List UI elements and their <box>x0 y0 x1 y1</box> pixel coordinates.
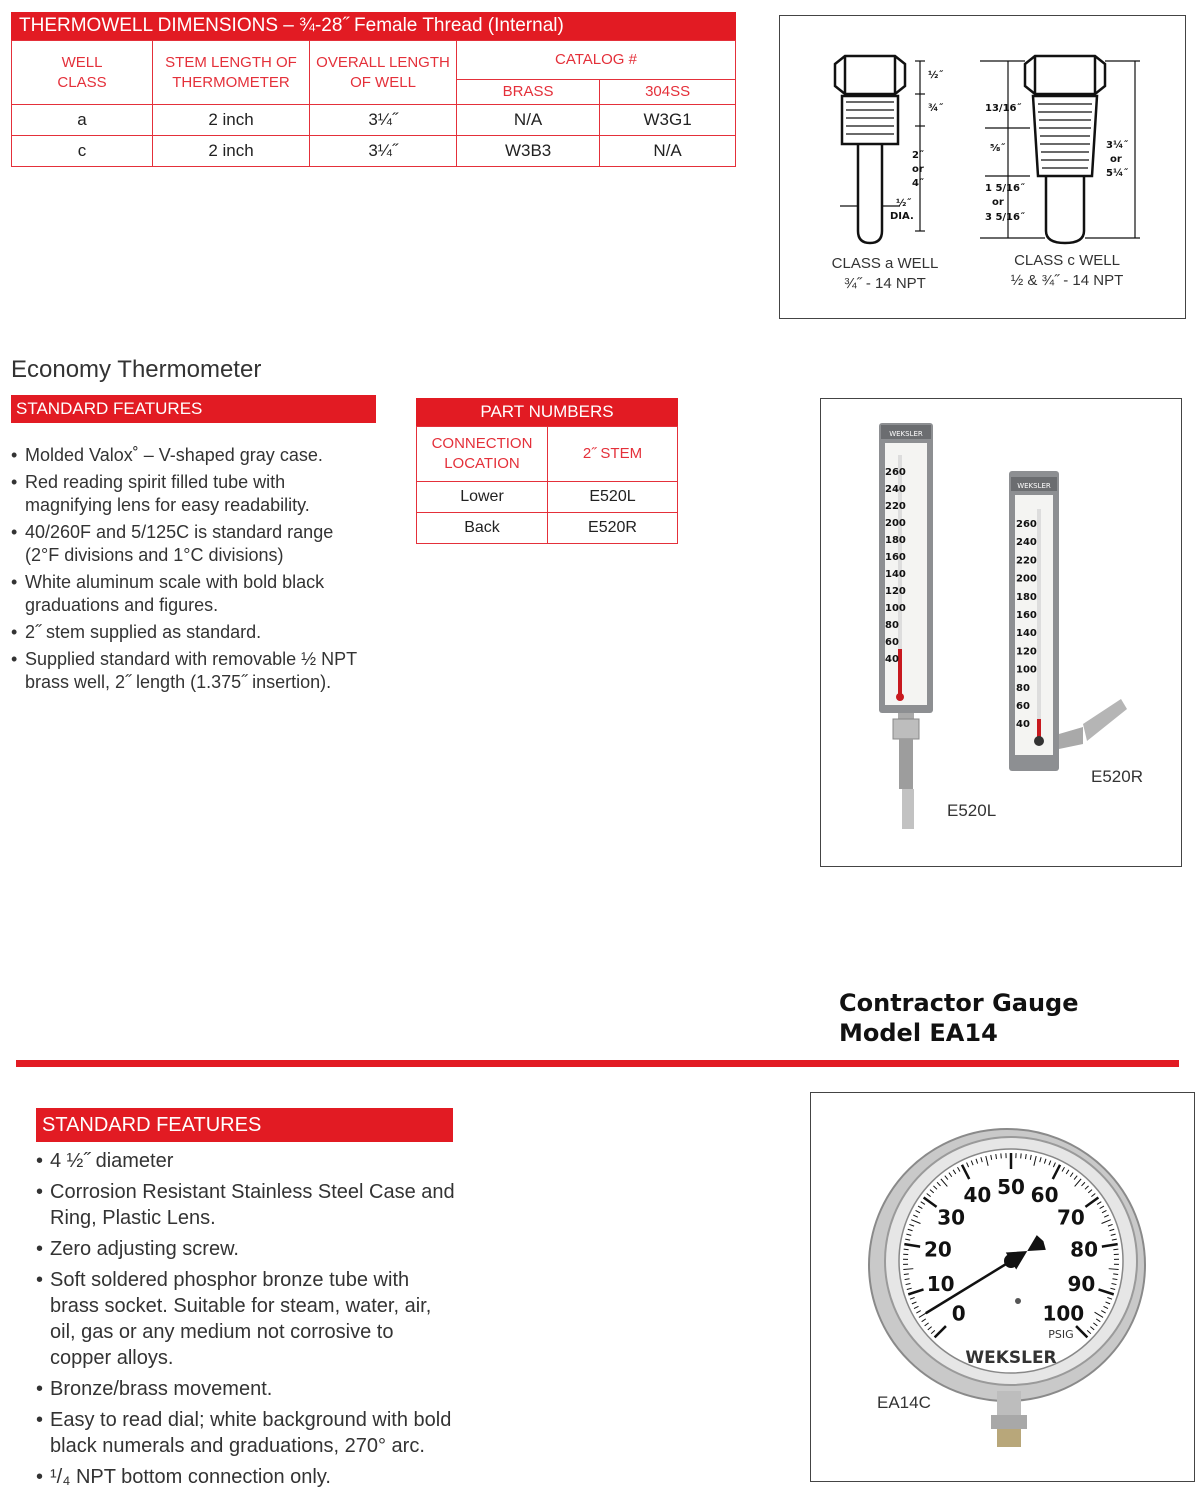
table-cell: Back <box>417 513 548 544</box>
scale-number: 120 <box>885 586 906 597</box>
table-cell: 3¼˝ <box>310 136 457 167</box>
list-item: • Corrosion Resistant Stainless Steel Case and Ring, Plastic Lens. <box>36 1179 456 1231</box>
scale-number: 160 <box>885 552 906 563</box>
gauge-photo <box>810 1092 1195 1482</box>
class-c-caption: CLASS c WELL ½ & ¾˝ - 14 NPT <box>992 251 1142 291</box>
scale-number: 180 <box>1016 592 1037 603</box>
header-well-class: WELL CLASS <box>12 41 153 105</box>
dim-c-text: or <box>1110 154 1122 165</box>
part-numbers-table <box>416 426 678 544</box>
list-item: • Zero adjusting screw. <box>36 1236 456 1262</box>
header-stem-length: STEM LENGTH OF THERMOMETER <box>153 41 310 105</box>
scale-number: 100 <box>1016 665 1037 676</box>
list-item: • Supplied standard with removable ½ NPT brass well, 2˝ length (1.375˝ insertion). <box>11 648 371 694</box>
table-row <box>12 136 736 167</box>
scale-number: 60 <box>1016 701 1030 712</box>
list-item: • Molded Valox˚ – V-shaped gray case. <box>11 444 371 467</box>
dial-number: 90 <box>1067 1272 1095 1296</box>
scale-number: 80 <box>885 620 899 631</box>
brand-text: WEKSLER <box>1017 482 1051 490</box>
table-cell: c <box>12 136 153 167</box>
economy-features-header: STANDARD FEATURES <box>11 395 376 423</box>
class-a-caption: CLASS a WELL ¾˝ - 14 NPT <box>820 254 950 294</box>
gauge-brand: WEKSLER <box>965 1348 1056 1368</box>
dial-tick <box>1113 1274 1118 1275</box>
scale-number: 100 <box>885 603 906 614</box>
thermometer-illustration <box>821 399 1181 866</box>
table-cell: W3B3 <box>457 136 600 167</box>
dial-number: 50 <box>997 1175 1025 1199</box>
list-item: • White aluminum scale with bold black graduations and figures. <box>11 571 371 617</box>
scale-number: 120 <box>1016 646 1037 657</box>
scale-number: 240 <box>1016 537 1037 548</box>
dim-c-text: 3 5/16˝ <box>985 211 1025 223</box>
scale-number: 200 <box>1016 574 1037 585</box>
scale-number: 200 <box>885 518 906 529</box>
scale-number: 260 <box>1016 519 1037 530</box>
dim-a-text: ½˝ <box>896 197 911 209</box>
dial-number: 0 <box>952 1301 966 1325</box>
table-cell: 2 inch <box>153 105 310 136</box>
gauge-features-header: STANDARD FEATURES <box>36 1108 453 1142</box>
dial-number: 100 <box>1042 1301 1084 1325</box>
scale-number: 40 <box>1016 719 1030 730</box>
dim-c-text: 5¼˝ <box>1106 167 1128 179</box>
header-stem: 2˝ STEM <box>548 427 678 482</box>
e520l-label: E520L <box>947 801 996 821</box>
list-item: • 2˝ stem supplied as standard. <box>11 621 371 644</box>
dial-tick <box>1113 1249 1118 1250</box>
scale-number: 180 <box>885 535 906 546</box>
gauge-illustration <box>811 1093 1194 1481</box>
list-item: • Soft soldered phosphor bronze tube with brass socket. Suitable for steam, water, air, oil, gas or any medium not corrosive to copper alloys. <box>36 1267 456 1371</box>
dim-c-text: ⅝˝ <box>990 142 1005 154</box>
part-numbers-title: PART NUMBERS <box>416 398 678 426</box>
header-304ss: 304SS <box>600 80 736 105</box>
header-connection-location: CONNECTION LOCATION <box>417 427 548 482</box>
dim-a-text: ½˝ <box>928 69 943 81</box>
table-cell: N/A <box>457 105 600 136</box>
economy-features-list <box>11 444 371 698</box>
table-row <box>417 513 678 544</box>
ea14c-label: EA14C <box>877 1393 931 1413</box>
scale-number: 220 <box>885 501 906 512</box>
dim-c-text: 1 5/16˝ <box>985 182 1025 194</box>
table-cell: a <box>12 105 153 136</box>
header-catalog: CATALOG # <box>457 41 736 80</box>
dial-number: 40 <box>963 1183 991 1207</box>
scale-number: 160 <box>1016 610 1037 621</box>
scale-number: 140 <box>885 569 906 580</box>
economy-title: Economy Thermometer <box>11 356 261 384</box>
dim-a-text: DIA. <box>890 211 914 222</box>
dial-number: 10 <box>927 1272 955 1296</box>
gauge-features-list <box>36 1148 456 1495</box>
scale-number: 80 <box>1016 683 1030 694</box>
thermowell-title: THERMOWELL DIMENSIONS – ¾-28˝ Female Thread (Internal) <box>11 12 736 40</box>
dial-number: 30 <box>937 1206 965 1230</box>
dim-a-text: 2˝ <box>912 149 924 161</box>
dial-number: 80 <box>1070 1237 1098 1261</box>
dim-c-text: 13/16˝ <box>985 102 1021 114</box>
table-row <box>12 105 736 136</box>
table-cell: E520L <box>548 482 678 513</box>
list-item: • Bronze/brass movement. <box>36 1376 456 1402</box>
header-brass: BRASS <box>457 80 600 105</box>
scale-number: 220 <box>1016 555 1037 566</box>
dial-tick <box>996 1154 997 1159</box>
list-item: • ¹/₄ NPT bottom connection only. <box>36 1464 456 1490</box>
dial-tick <box>1026 1154 1027 1159</box>
dial-number: 60 <box>1031 1183 1059 1207</box>
list-item: • Easy to read dial; white background with bold black numerals and graduations, 270° arc. <box>36 1407 456 1459</box>
section-divider <box>16 1060 1179 1067</box>
list-item: • Red reading spirit filled tube with magnifying lens for easy readability. <box>11 471 371 517</box>
scale-number: 140 <box>1016 628 1037 639</box>
thermometer-photo <box>820 398 1182 867</box>
table-cell: W3G1 <box>600 105 736 136</box>
scale-number: 40 <box>885 654 899 665</box>
table-cell: 2 inch <box>153 136 310 167</box>
gauge-unit: PSIG <box>1048 1328 1073 1341</box>
table-cell: N/A <box>600 136 736 167</box>
dial-tick <box>904 1249 909 1250</box>
thermowell-drawing <box>779 15 1186 319</box>
dim-a-text: 4˝ <box>912 177 924 189</box>
dim-a-text: or <box>912 164 924 175</box>
table-cell: E520R <box>548 513 678 544</box>
table-row <box>417 482 678 513</box>
scale-number: 60 <box>885 637 899 648</box>
scale-number: 260 <box>885 467 906 478</box>
dial-number: 70 <box>1057 1206 1085 1230</box>
e520r-label: E520R <box>1091 767 1143 787</box>
dial-tick <box>904 1274 909 1275</box>
dim-c-text: or <box>992 197 1004 208</box>
gauge-title: Contractor Gauge Model EA14 <box>839 988 1079 1048</box>
scale-number: 240 <box>885 484 906 495</box>
list-item: • 40/260F and 5/125C is standard range (2°F divisions and 1°C divisions) <box>11 521 371 567</box>
table-cell: 3¼˝ <box>310 105 457 136</box>
dial-number: 20 <box>924 1237 952 1261</box>
dim-a-text: ¾˝ <box>928 102 943 114</box>
list-item: • 4 ½˝ diameter <box>36 1148 456 1174</box>
brand-text: WEKSLER <box>889 430 923 438</box>
thermowell-table <box>11 40 736 167</box>
table-cell: Lower <box>417 482 548 513</box>
header-overall-length: OVERALL LENGTH OF WELL <box>310 41 457 105</box>
dim-c-text: 3¼˝ <box>1106 139 1128 151</box>
